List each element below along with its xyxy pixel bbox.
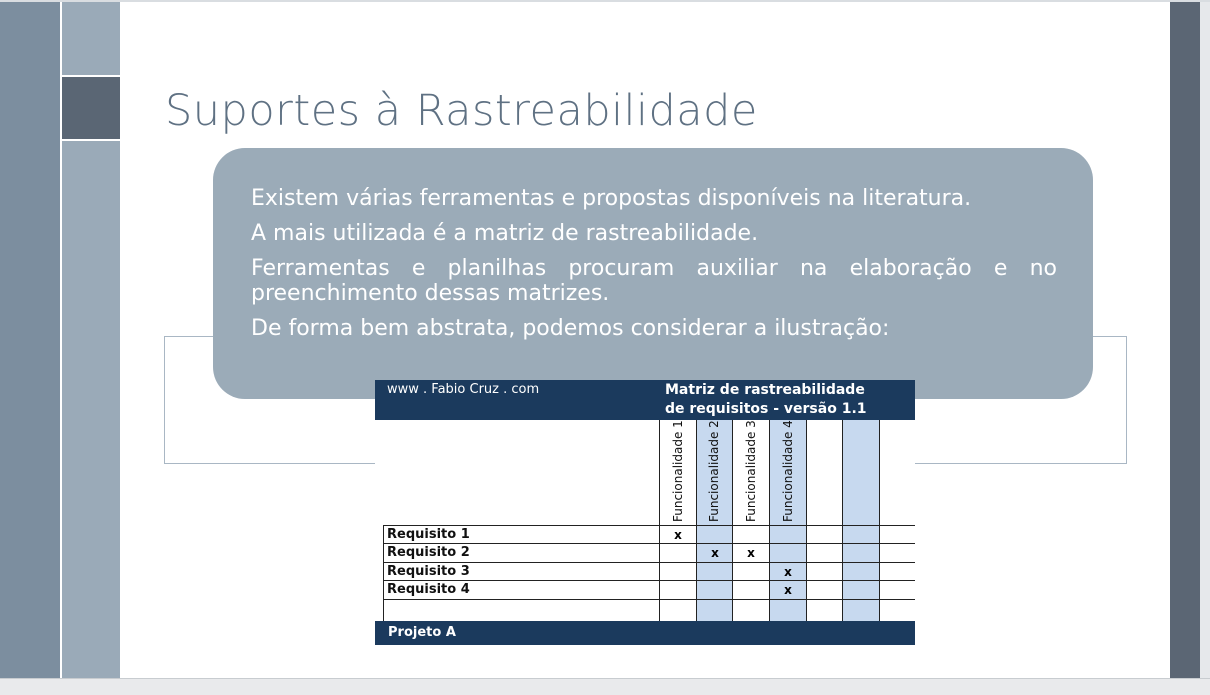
row-label-1: Requisito 1 (387, 527, 470, 542)
shade-col-6 (842, 420, 879, 621)
mark-r1-c1: x (674, 528, 682, 542)
grid-h (383, 599, 915, 600)
row-label-4: Requisito 4 (387, 582, 470, 597)
mark-r4-c4: x (784, 583, 792, 597)
matrix-header (375, 380, 915, 420)
grid-v (842, 420, 843, 621)
grid-v (383, 525, 384, 621)
right-edge (1200, 2, 1210, 678)
bullet-3: Ferramentas e planilhas procuram auxiliar na elaboração e no (251, 256, 1057, 281)
col-header-4: Funcionalidade 4 (781, 420, 795, 522)
col-header-2: Funcionalidade 2 (707, 420, 721, 522)
bullet-4: De forma bem abstrata, podemos considerar a ilustração: (251, 316, 890, 341)
left-band-accent (62, 75, 120, 141)
slide (0, 2, 1210, 678)
bullet-box (213, 148, 1093, 399)
mark-r2-c3: x (747, 546, 755, 560)
slide-title: Suportes à Rastreabilidade (165, 86, 758, 136)
grid-v (659, 420, 660, 621)
next-slide-edge (0, 678, 1210, 695)
matrix-site: www . Fabio Cruz . com (387, 382, 540, 397)
grid-v (696, 420, 697, 621)
matrix-footer (375, 621, 915, 645)
row-label-2: Requisito 2 (387, 545, 470, 560)
matrix-title (665, 381, 915, 419)
traceability-matrix (375, 380, 915, 645)
bullet-2: A mais utilizada é a matriz de rastreabilidade. (251, 221, 759, 246)
grid-v (806, 420, 807, 621)
row-label-3: Requisito 3 (387, 564, 470, 579)
bullet-3-cont: preenchimento dessas matrizes. (251, 281, 610, 306)
mark-r3-c4: x (784, 565, 792, 579)
col-header-3: Funcionalidade 3 (744, 420, 758, 522)
matrix-title-line1: Matriz de rastreabilidade (665, 382, 865, 398)
bullet-list (251, 186, 1057, 351)
matrix-footer-label: Projeto A (388, 625, 456, 640)
grid-v (879, 420, 880, 621)
right-band (1170, 2, 1200, 678)
grid-v (732, 420, 733, 621)
mark-r2-c2: x (711, 546, 719, 560)
left-band (0, 2, 60, 678)
col-header-1: Funcionalidade 1 (671, 420, 685, 522)
matrix-title-line2: de requisitos - versão 1.1 (665, 401, 867, 417)
bullet-1: Existem várias ferramentas e propostas disponíveis na literatura. (251, 186, 972, 211)
